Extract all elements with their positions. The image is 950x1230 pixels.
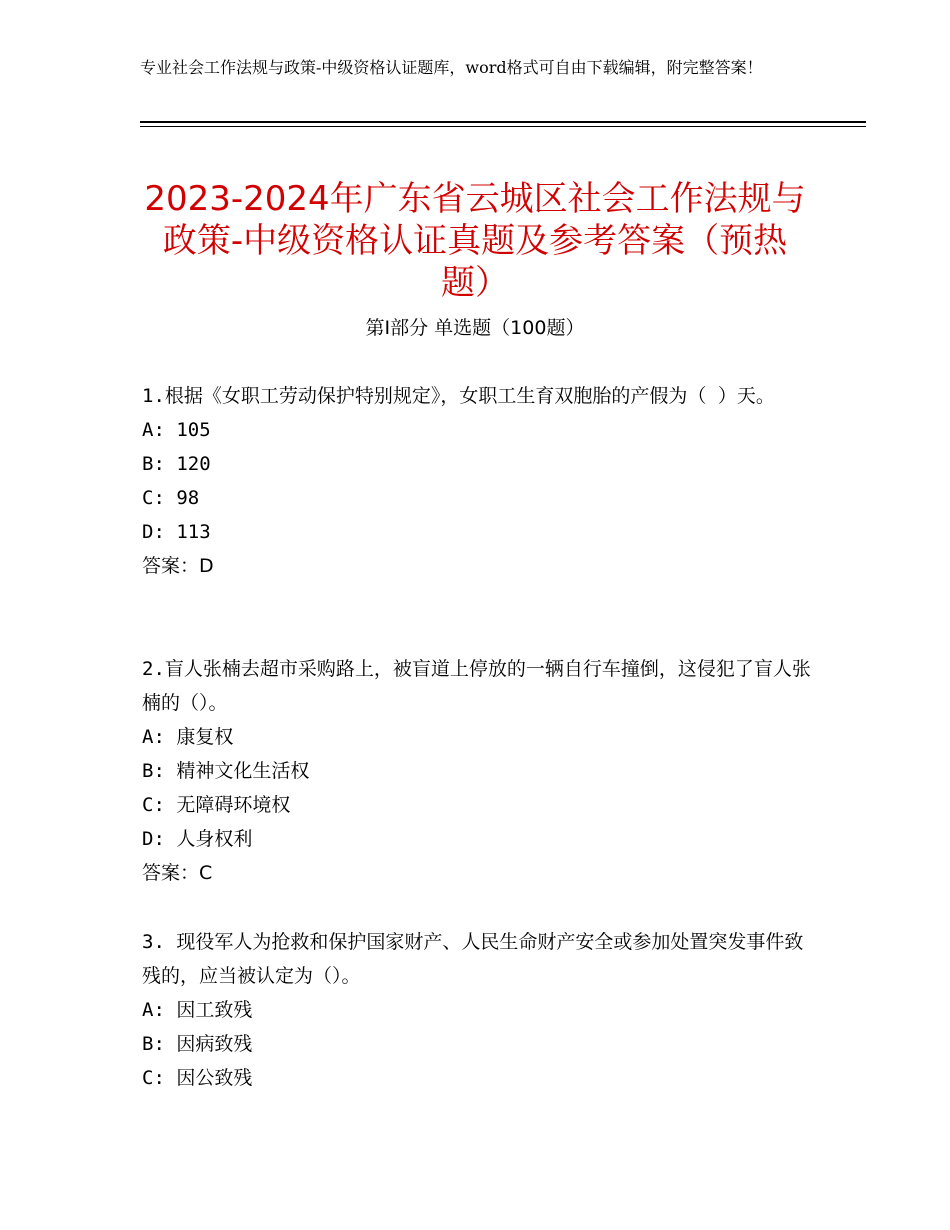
option-b: B: 精神文化生活权 [142,760,310,782]
option-b: B: 因病致残 [142,1033,253,1055]
option-c: C: 98 [142,487,200,509]
question-stem: 1.根据《女职工劳动保护特别规定》，女职工生育双胞胎的产假为（ ）天。 [142,385,775,407]
answer-line: 答案：D [142,555,214,577]
header-note: 专业社会工作法规与政策-中级资格认证题库，word格式可自由下载编辑，附完整答案！ [140,58,763,77]
option-b: B: 120 [142,453,211,475]
answer-line: 答案：C [142,862,213,884]
section-title: 第Ⅰ部分 单选题（100题） [365,317,585,339]
question-2 [142,652,812,890]
option-d: D: 113 [142,521,211,543]
option-a: A: 105 [142,419,211,441]
document-title: 2023-2024年广东省云城区社会工作法规与政策-中级资格认证真题及参考答案（预热题） [144,178,806,303]
question-3 [142,925,812,1095]
header-divider [140,121,866,127]
question-stem: 3. 现役军人为抢救和保护国家财产、人民生命财产安全或参加处置突发事件致残的，应当被认定为（）。 [142,931,804,987]
option-a: A: 因工致残 [142,999,253,1021]
option-c: C: 无障碍环境权 [142,794,291,816]
option-d: D: 人身权利 [142,828,253,850]
question-stem: 2.盲人张楠去超市采购路上，被盲道上停放的一辆自行车撞倒，这侵犯了盲人张楠的（）。 [142,658,811,714]
option-c: C: 因公致残 [142,1067,253,1089]
question-1 [142,379,812,583]
option-a: A: 康复权 [142,726,234,748]
